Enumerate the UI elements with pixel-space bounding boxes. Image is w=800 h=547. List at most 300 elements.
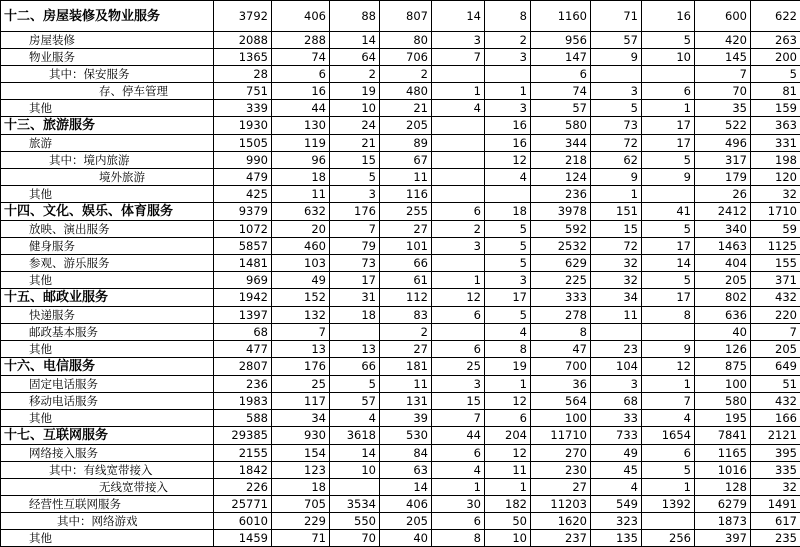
table-row [1, 307, 800, 324]
cell-value: 9 [591, 49, 642, 66]
cell-value [485, 66, 531, 83]
cell-value: 1942 [214, 289, 272, 307]
cell-value: 1 [485, 83, 531, 100]
cell-value: 339 [214, 100, 272, 117]
cell-value: 10 [642, 49, 695, 66]
cell-value: 1654 [642, 427, 695, 445]
cell-value: 1016 [695, 462, 751, 479]
cell-value: 600 [695, 1, 751, 32]
cell-value: 44 [432, 427, 485, 445]
cell-value: 496 [695, 135, 751, 152]
cell-value: 8 [432, 530, 485, 547]
table-row [1, 376, 800, 393]
cell-value: 124 [531, 169, 591, 186]
cell-value: 1 [591, 186, 642, 203]
cell-value: 2088 [214, 32, 272, 49]
cell-value: 1397 [214, 307, 272, 324]
section-row [1, 289, 800, 307]
cell-value: 256 [642, 530, 695, 547]
cell-value: 1930 [214, 117, 272, 135]
cell-value: 2155 [214, 445, 272, 462]
cell-value: 12 [485, 393, 531, 410]
cell-value: 1463 [695, 238, 751, 255]
table-row [1, 32, 800, 49]
table-row [1, 83, 800, 100]
cell-value: 549 [591, 496, 642, 513]
cell-value: 66 [330, 358, 380, 376]
cell-value: 96 [272, 152, 330, 169]
cell-value: 68 [591, 393, 642, 410]
cell-value: 12 [485, 445, 531, 462]
cell-value: 7 [642, 393, 695, 410]
cell-value: 6 [531, 66, 591, 83]
cell-value: 331 [751, 135, 800, 152]
table-row [1, 255, 800, 272]
cell-value [432, 324, 485, 341]
cell-value: 66 [380, 255, 432, 272]
cell-value: 363 [751, 117, 800, 135]
row-label: 物业服务 [1, 49, 214, 66]
cell-value: 930 [272, 427, 330, 445]
cell-value: 36 [531, 376, 591, 393]
cell-value: 8 [642, 307, 695, 324]
row-label: 其他 [1, 410, 214, 427]
table-row [1, 324, 800, 341]
cell-value: 176 [272, 358, 330, 376]
cell-value: 40 [695, 324, 751, 341]
cell-value: 6 [432, 203, 485, 221]
cell-value: 17 [485, 289, 531, 307]
cell-value: 1842 [214, 462, 272, 479]
cell-value: 480 [380, 83, 432, 100]
table-row [1, 445, 800, 462]
cell-value: 21 [330, 135, 380, 152]
cell-value: 1365 [214, 49, 272, 66]
cell-value: 1 [642, 376, 695, 393]
cell-value: 3 [485, 272, 531, 289]
row-label: 境外旅游 [1, 169, 214, 186]
cell-value: 27 [531, 479, 591, 496]
cell-value: 6 [272, 66, 330, 83]
cell-value: 179 [695, 169, 751, 186]
cell-value: 3534 [330, 496, 380, 513]
cell-value: 522 [695, 117, 751, 135]
cell-value: 733 [591, 427, 642, 445]
cell-value: 5 [642, 32, 695, 49]
section-row [1, 203, 800, 221]
row-label: 其中：保安服务 [1, 66, 214, 83]
cell-value: 425 [214, 186, 272, 203]
cell-value: 1620 [531, 513, 591, 530]
cell-value: 45 [591, 462, 642, 479]
cell-value: 17 [642, 289, 695, 307]
cell-value: 13 [330, 341, 380, 358]
cell-value: 34 [272, 410, 330, 427]
cell-value: 14 [330, 32, 380, 49]
cell-value: 11 [380, 376, 432, 393]
table-row [1, 100, 800, 117]
cell-value: 875 [695, 358, 751, 376]
cell-value: 236 [214, 376, 272, 393]
row-label: 其中：境内旅游 [1, 152, 214, 169]
cell-value: 226 [214, 479, 272, 496]
cell-value: 72 [591, 238, 642, 255]
cell-value: 6 [432, 341, 485, 358]
row-label: 房屋装修 [1, 32, 214, 49]
cell-value: 344 [531, 135, 591, 152]
cell-value: 68 [214, 324, 272, 341]
cell-value: 89 [380, 135, 432, 152]
cell-value: 7 [432, 410, 485, 427]
cell-value: 19 [485, 358, 531, 376]
cell-value: 50 [485, 513, 531, 530]
cell-value: 44 [272, 100, 330, 117]
cell-value: 6279 [695, 496, 751, 513]
cell-value: 751 [214, 83, 272, 100]
cell-value: 371 [751, 272, 800, 289]
row-label: 十二、房屋装修及物业服务 [1, 1, 214, 32]
cell-value: 73 [330, 255, 380, 272]
row-label: 旅游 [1, 135, 214, 152]
cell-value: 57 [330, 393, 380, 410]
cell-value: 205 [751, 341, 800, 358]
cell-value: 5 [642, 272, 695, 289]
cell-value: 592 [531, 221, 591, 238]
cell-value: 1983 [214, 393, 272, 410]
cell-value: 100 [695, 376, 751, 393]
cell-value: 406 [272, 1, 330, 32]
cell-value: 706 [380, 49, 432, 66]
cell-value: 9 [642, 341, 695, 358]
cell-value: 4 [432, 462, 485, 479]
cell-value: 159 [751, 100, 800, 117]
cell-value: 70 [695, 83, 751, 100]
cell-value: 63 [380, 462, 432, 479]
cell-value [432, 169, 485, 186]
cell-value [591, 66, 642, 83]
cell-value: 477 [214, 341, 272, 358]
cell-value: 1160 [531, 1, 591, 32]
table-row [1, 341, 800, 358]
cell-value: 340 [695, 221, 751, 238]
cell-value: 20 [272, 221, 330, 238]
cell-value: 64 [330, 49, 380, 66]
cell-value: 9379 [214, 203, 272, 221]
cell-value: 2 [380, 324, 432, 341]
cell-value: 1481 [214, 255, 272, 272]
cell-value: 6 [432, 445, 485, 462]
cell-value: 16 [485, 135, 531, 152]
cell-value: 31 [330, 289, 380, 307]
cell-value: 17 [330, 272, 380, 289]
cell-value: 1 [485, 376, 531, 393]
cell-value: 205 [380, 117, 432, 135]
cell-value: 9 [591, 169, 642, 186]
cell-value: 990 [214, 152, 272, 169]
table-row [1, 393, 800, 410]
cell-value: 5 [330, 169, 380, 186]
cell-value: 16 [272, 83, 330, 100]
cell-value: 11203 [531, 496, 591, 513]
cell-value: 71 [272, 530, 330, 547]
cell-value: 130 [272, 117, 330, 135]
cell-value: 24 [330, 117, 380, 135]
cell-value: 1 [485, 479, 531, 496]
row-label: 邮政基本服务 [1, 324, 214, 341]
cell-value: 18 [272, 479, 330, 496]
table-row [1, 479, 800, 496]
cell-value: 632 [272, 203, 330, 221]
cell-value: 649 [751, 358, 800, 376]
cell-value: 14 [642, 255, 695, 272]
cell-value: 84 [380, 445, 432, 462]
cell-value [642, 324, 695, 341]
cell-value [432, 66, 485, 83]
cell-value: 49 [272, 272, 330, 289]
row-label: 其他 [1, 272, 214, 289]
cell-value: 7 [272, 324, 330, 341]
cell-value: 100 [531, 410, 591, 427]
cell-value: 5 [642, 152, 695, 169]
cell-value: 263 [751, 32, 800, 49]
table-row [1, 272, 800, 289]
cell-value: 397 [695, 530, 751, 547]
cell-value: 255 [380, 203, 432, 221]
cell-value: 564 [531, 393, 591, 410]
cell-value: 220 [751, 307, 800, 324]
row-label: 网络接入服务 [1, 445, 214, 462]
cell-value: 131 [380, 393, 432, 410]
cell-value: 11 [272, 186, 330, 203]
cell-value: 1 [642, 479, 695, 496]
cell-value: 1165 [695, 445, 751, 462]
cell-value: 103 [272, 255, 330, 272]
cell-value: 198 [751, 152, 800, 169]
cell-value: 807 [380, 1, 432, 32]
cell-value: 12 [642, 358, 695, 376]
cell-value: 117 [272, 393, 330, 410]
cell-value: 6010 [214, 513, 272, 530]
cell-value: 4 [432, 100, 485, 117]
cell-value: 404 [695, 255, 751, 272]
table-row [1, 238, 800, 255]
table-row [1, 152, 800, 169]
cell-value: 4 [642, 410, 695, 427]
cell-value: 32 [591, 272, 642, 289]
cell-value: 81 [751, 83, 800, 100]
cell-value: 1459 [214, 530, 272, 547]
cell-value: 15 [330, 152, 380, 169]
cell-value: 32 [751, 479, 800, 496]
cell-value: 32 [751, 186, 800, 203]
row-label: 无线宽带接入 [1, 479, 214, 496]
cell-value: 14 [432, 1, 485, 32]
cell-value: 3 [432, 32, 485, 49]
row-label: 其他 [1, 341, 214, 358]
cell-value: 17 [642, 135, 695, 152]
cell-value: 2412 [695, 203, 751, 221]
cell-value: 70 [330, 530, 380, 547]
cell-value: 147 [531, 49, 591, 66]
cell-value: 104 [591, 358, 642, 376]
cell-value: 11 [485, 462, 531, 479]
section-row [1, 1, 800, 32]
cell-value: 128 [695, 479, 751, 496]
cell-value: 79 [330, 238, 380, 255]
cell-value: 2 [380, 66, 432, 83]
cell-value: 8 [485, 341, 531, 358]
cell-value: 67 [380, 152, 432, 169]
cell-value: 47 [531, 341, 591, 358]
cell-value: 62 [591, 152, 642, 169]
cell-value: 460 [272, 238, 330, 255]
cell-value: 1 [432, 479, 485, 496]
cell-value: 333 [531, 289, 591, 307]
cell-value: 956 [531, 32, 591, 49]
cell-value: 80 [380, 32, 432, 49]
row-label: 经营性互联网服务 [1, 496, 214, 513]
cell-value: 132 [272, 307, 330, 324]
cell-value: 7841 [695, 427, 751, 445]
cell-value: 1072 [214, 221, 272, 238]
cell-value: 8 [531, 324, 591, 341]
cell-value: 5 [485, 221, 531, 238]
cell-value: 154 [272, 445, 330, 462]
cell-value: 57 [531, 100, 591, 117]
cell-value: 288 [272, 32, 330, 49]
cell-value: 4 [485, 169, 531, 186]
cell-value: 16 [485, 117, 531, 135]
cell-value: 18 [272, 169, 330, 186]
cell-value: 23 [591, 341, 642, 358]
cell-value: 119 [272, 135, 330, 152]
table-row [1, 186, 800, 203]
cell-value: 530 [380, 427, 432, 445]
cell-value: 218 [531, 152, 591, 169]
cell-value: 617 [751, 513, 800, 530]
cell-value: 6 [642, 445, 695, 462]
cell-value: 205 [695, 272, 751, 289]
cell-value: 335 [751, 462, 800, 479]
cell-value: 3 [432, 376, 485, 393]
cell-value [642, 513, 695, 530]
table-row [1, 410, 800, 427]
cell-value: 317 [695, 152, 751, 169]
cell-value: 123 [272, 462, 330, 479]
cell-value: 29385 [214, 427, 272, 445]
cell-value: 1 [642, 100, 695, 117]
cell-value: 10 [485, 530, 531, 547]
cell-value: 580 [695, 393, 751, 410]
cell-value: 1 [432, 83, 485, 100]
cell-value: 700 [531, 358, 591, 376]
row-label: 参观、游乐服务 [1, 255, 214, 272]
cell-value [432, 152, 485, 169]
cell-value [432, 255, 485, 272]
cell-value: 629 [531, 255, 591, 272]
cell-value: 19 [330, 83, 380, 100]
cell-value: 10 [330, 462, 380, 479]
cell-value [432, 186, 485, 203]
cell-value: 30 [432, 496, 485, 513]
cell-value: 2121 [751, 427, 800, 445]
cell-value: 181 [380, 358, 432, 376]
cell-value: 7 [432, 49, 485, 66]
row-label: 移动电话服务 [1, 393, 214, 410]
cell-value: 7 [330, 221, 380, 238]
cell-value: 204 [485, 427, 531, 445]
row-label: 健身服务 [1, 238, 214, 255]
cell-value: 34 [591, 289, 642, 307]
cell-value: 126 [695, 341, 751, 358]
cell-value: 21 [380, 100, 432, 117]
cell-value: 479 [214, 169, 272, 186]
cell-value: 51 [751, 376, 800, 393]
cell-value: 3792 [214, 1, 272, 32]
cell-value: 28 [214, 66, 272, 83]
cell-value: 18 [330, 307, 380, 324]
cell-value: 11 [380, 169, 432, 186]
cell-value: 152 [272, 289, 330, 307]
cell-value: 6 [485, 410, 531, 427]
cell-value: 3 [591, 376, 642, 393]
cell-value: 5 [591, 100, 642, 117]
cell-value: 41 [642, 203, 695, 221]
cell-value: 15 [432, 393, 485, 410]
cell-value [432, 117, 485, 135]
cell-value: 3 [485, 100, 531, 117]
cell-value: 49 [591, 445, 642, 462]
cell-value: 3 [485, 49, 531, 66]
cell-value [330, 479, 380, 496]
cell-value: 73 [591, 117, 642, 135]
cell-value: 101 [380, 238, 432, 255]
cell-value: 6 [432, 513, 485, 530]
table-row [1, 530, 800, 547]
cell-value: 83 [380, 307, 432, 324]
table-row [1, 513, 800, 530]
cell-value [485, 186, 531, 203]
cell-value: 33 [591, 410, 642, 427]
cell-value: 3 [591, 83, 642, 100]
cell-value: 1710 [751, 203, 800, 221]
cell-value: 176 [330, 203, 380, 221]
cell-value: 580 [531, 117, 591, 135]
row-label: 十四、文化、娱乐、体育服务 [1, 203, 214, 221]
cell-value: 16 [642, 1, 695, 32]
cell-value [330, 324, 380, 341]
row-label: 十七、互联网服务 [1, 427, 214, 445]
table-body [1, 1, 800, 547]
row-label: 其他 [1, 100, 214, 117]
cell-value: 6 [432, 307, 485, 324]
row-label: 快递服务 [1, 307, 214, 324]
cell-value: 74 [272, 49, 330, 66]
cell-value: 3 [330, 186, 380, 203]
table-row [1, 462, 800, 479]
cell-value: 636 [695, 307, 751, 324]
cell-value: 26 [695, 186, 751, 203]
cell-value: 25 [272, 376, 330, 393]
cell-value: 969 [214, 272, 272, 289]
cell-value: 235 [751, 530, 800, 547]
cell-value: 278 [531, 307, 591, 324]
cell-value: 3618 [330, 427, 380, 445]
cell-value: 5 [642, 221, 695, 238]
cell-value: 230 [531, 462, 591, 479]
cell-value: 71 [591, 1, 642, 32]
table-row [1, 66, 800, 83]
